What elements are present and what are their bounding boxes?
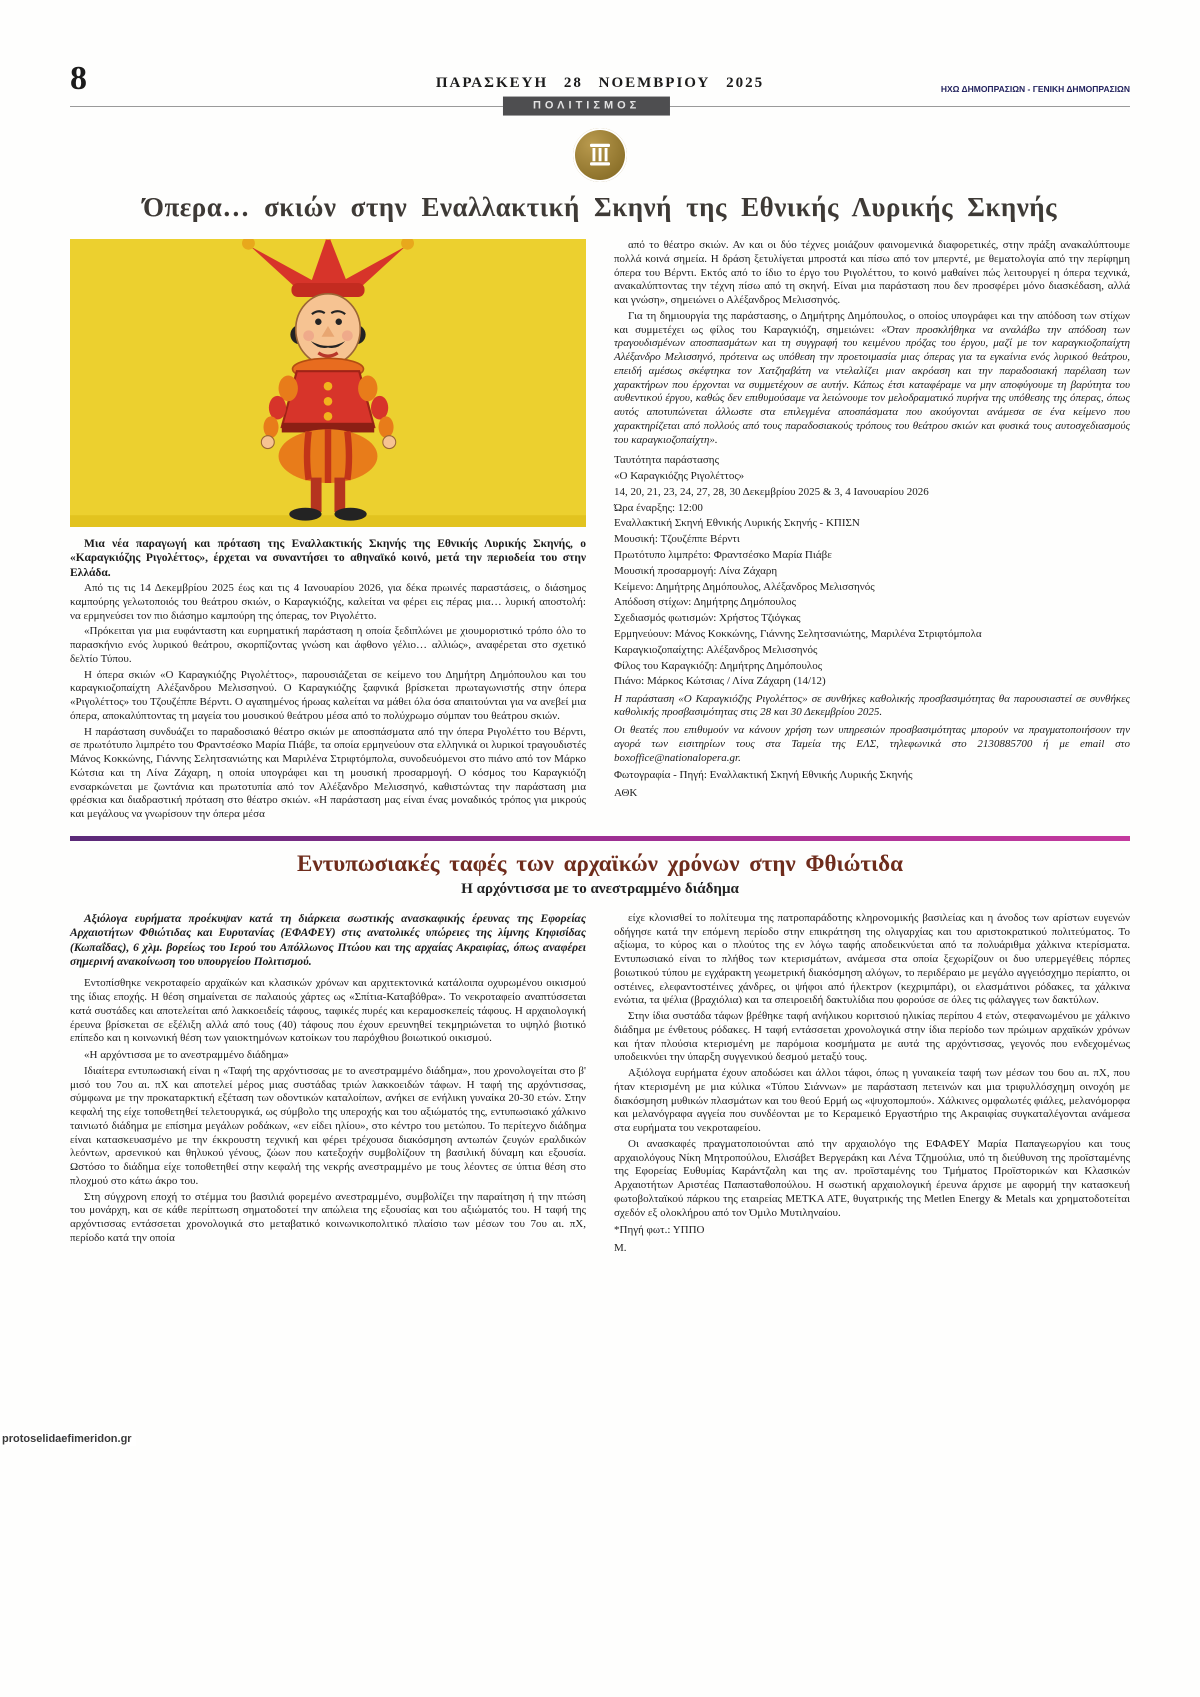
newspaper-page bbox=[70, 0, 1130, 1258]
credits-title: Ταυτότητα παράστασης bbox=[614, 454, 719, 467]
article1-headline: Όπερα… σκιών στην Εναλλακτική Σκηνή της Εθνικής Λυρικής Σκηνής bbox=[142, 192, 1058, 222]
credit-line: Μουσική: Τζουζέππε Βέρντι bbox=[614, 533, 740, 546]
section-icon-row bbox=[70, 128, 1130, 182]
article2-headline: Εντυπωσιακές ταφές των αρχαϊκών χρόνων στην Φθιώτιδα bbox=[297, 850, 903, 876]
article2-paragraph: Εντοπίσθηκε νεκροταφείο αρχαϊκών και κλασικών χρόνων και αρχιτεκτονικά κατάλοιπα οχυρωμένου οικισμού της ίδιας εποχής. Η θέση σημαίνεται σε παλαιούς χάρτες ως «Σπίτια-Καταβόθρα». Το νεκροταφείο αναπτύσσεται κατά συστάδες και αποτελείται από λακκοειδείς τάφους, ταφικές πυρές και κεραμοσκεπείς τάφους. Η αρχαιολογική έρευνα βρίσκεται σε εξέλιξη αλλά από τους (40) τάφους που έχουν ερευνηθεί τεκμηριώνεται το υψηλό βιοτικό επίπεδο και η κοινωνική θέση των γαιοκτημόνων κατοίκων του παρόχθιου βοιωτικού οικισμού. bbox=[70, 977, 586, 1045]
article1-paragraph: Από τις τις 14 Δεκεμβρίου 2025 έως και τις 4 Ιανουαρίου 2026, για δέκα πρωινές παραστάσεις, ο διάσημος καμπούρης γελωτοποιός του θεάτρου σκιών, ο Καραγκιόζης, καλείται να φέρει εις πέρας μια… λυρική αποστολή: να ερμηνεύσει τον πιο διάσημο καμπούρη της όπερας, τον Ριγολέττο. bbox=[70, 582, 586, 622]
article1-left-column bbox=[70, 239, 586, 824]
article2-body bbox=[70, 912, 1130, 1258]
photo-source: *Πηγή φωτ.: ΥΠΠΟ bbox=[614, 1224, 705, 1237]
accessibility-note: Η παράσταση «Ο Καραγκιόζης Ριγολέττος» σε συνθήκες καθολικής προσβασιμότητας θα παρουσιαστεί σε συνθήκες καθολικής προσβασιμότητας στις 28 και 30 Δεκεμβρίου 2025. bbox=[614, 692, 1130, 719]
article1-paragraph: από το θέατρο σκιών. Αν και οι δύο τέχνες μοιάζουν φαινομενικά διαφορετικές, στην πράξη ανακαλύπτουμε πολλά κοινά σημεία. Η δράση ξετυλίγεται μπροστά και πίσω από τον μπερντέ, με θεματολογία από την περίφημη όπερα του Βέρντι. Εκτός από το ίδιο το έργο του Ριγολέττου, το κοινό μαθαίνει πώς λειτουργεί η όπερα τεχνικά, ανακαλύπτοντας την τέχνη πίσω από τη σκηνή. Είναι μια παράσταση που δεν προσφέρει μόνο διασκέδαση, αλλά και γνώση», σημειώνει ο Αλέξανδρος Μελισσηνός. bbox=[614, 239, 1130, 306]
quote-text: «Όταν προσκλήθηκα να αναλάβω την απόδοση των τραγουδισμένων αποσπασμάτων και τη συγγραφή του κειμένου πρόζας του έργου, μαζί με τον καραγκιοζοπαίχτη Αλέξανδρο Μελισσηνό, πρότεινα ως υπόθεση την προετοιμασία μιας όπερας για τα εγκαίνια ενός λυρικού θεάτρου, επειδή αμέσως σκέφτηκα τον Χατζηαβάτη να ντελαλίζει μιαν ακρόαση και την παραδοσιακή παρέλαση των χαρακτήρων που έρχονται να συμμετέχουν σε αυτήν. Κάπως έτσι καταφέραμε να μην αποφύγουμε τη βαρύτητα του αυθεντικού έργου, καθώς δεν επιθυμούσαμε να λειώνουμε τον μελοδραματικό πυρήνα της υπόθεσης της όπερας, όπως αυτός αποτυπώνεται άλλωστε στα επιλεγμένα αποσπάσματα που ακούγονται ανάμεσα σε ένα κείμενο που χαρακτηρίζεται από πολλούς από τους παραδοσιακούς τρόπους του θεάτρου σκιών και φυσικά τους αυτοσχεδιασμούς του καραγκιοζοπαίχτη». bbox=[614, 323, 1131, 446]
credit-line: Κείμενο: Δημήτρης Δημόπουλος, Αλέξανδρος Μελισσηνός bbox=[614, 580, 875, 593]
article1-paragraph: Η παράσταση συνδυάζει το παραδοσιακό θέατρο σκιών με αποσπάσματα από την όπερα Ριγολέττο του Βέρντι, σε πρωτότυπο λιμπρέτο του Φραντσέσκο Μαρία Πιάβε, τα οποία ερμηνεύουν στα ελληνικά οι λυρικοί τραγουδιστές Μάνος Κοκκώνης, Γιάννης Σελητσανιώτης και Μαριλένα Στριφτόμπολα, συνοδευόμενοι στο πιάνο από τον Μάρκο Κώτσια και τη Λίνα Ζάχαρη, η οποία υπογράφει και τη μουσική προσαρμογή. Ο κόσμος του Καραγκιόζη ενσαρκώνεται με ζωντάνια και πρωτοτυπία από τον Αλέξανδρο Μελισσηνό, καθιστώντας την παράσταση μια φρέσκια και διαδραστική πρόταση στο θέατρο σκιών. «Η παράσταση μας είναι ένας μοναδικός τρόπος για μικρούς και μεγάλους να γνωρίσουν την όπερα μέσα bbox=[70, 725, 586, 821]
performance-credits bbox=[614, 453, 1130, 688]
credit-line: Ώρα έναρξης: 12:00 bbox=[614, 501, 703, 514]
photo-credit: Φωτογραφία - Πηγή: Εναλλακτική Σκηνή Εθνικής Λυρικής Σκηνής bbox=[614, 769, 913, 782]
article1-right-column bbox=[614, 239, 1130, 824]
section-divider bbox=[70, 836, 1130, 841]
article1-body bbox=[70, 239, 1130, 824]
page-number: 8 bbox=[70, 60, 87, 97]
masthead-title: ΗΧΩ ΔΗΜΟΠΡΑΣΙΩΝ - ΓΕΝΙΚΗ ΔΗΜΟΠΡΑΣΙΩΝ bbox=[940, 83, 1130, 94]
credit-line: Πρωτότυπο λιμπρέτο: Φραντσέσκο Μαρία Πιάβε bbox=[614, 549, 832, 562]
article2-paragraph: Αξιόλογα ευρήματα έχουν αποδώσει και άλλοι τάφοι, όπως η γυναικεία ταφή των μέσων του 6ου αι. πΧ, που ήταν κτερισμένη με μια κύλικα «Τύπου Σιάννων» με παράσταση πετεινών και μια τριφυλλόσχημη οινοχόη με διακόσμηση μυθικών πλασμάτων και του θεού Ερμή ως «ψυχοπομπού». Χάλκινες ομφαλωτές φιάλες, μελανόμορφα και μελανόγραφα αγγεία που συνδέονται με το Κεραμεικό Εργαστήριο της Ακραιφίας συγκαταλέγονται ανάμεσα στα ευρήματα του νεκροταφείου. bbox=[614, 1067, 1130, 1135]
article1-paragraph: «Πρόκειται για μια ευφάνταστη και ευρηματική παράσταση η οποία ξεδιπλώνει με χιουμοριστικό τρόπο όλο το παρασκήνιο ενός λυρικού θεάτρου, σκορπίζοντας γνώση και άφθονο γέλιο… αλλιώς», αναφέρεται στο σχετικό δελτίο Τύπου. bbox=[70, 625, 586, 665]
credit-line: Απόδοση στίχων: Δημήτρης Δημόπουλος bbox=[614, 596, 797, 609]
credit-line: Εναλλακτική Σκηνή Εθνικής Λυρικής Σκηνής - ΚΠΙΣΝ bbox=[614, 517, 860, 530]
author-sign: Μ. bbox=[614, 1242, 627, 1255]
watermark-protoselida: protoselidaefimeridon.gr bbox=[0, 1432, 136, 1446]
article2-inline-subhead: «Η αρχόντισσα με το ανεστραμμένο διάδημα» bbox=[84, 1049, 289, 1062]
credit-line: Μουσική προσαρμογή: Λίνα Ζάχαρη bbox=[614, 564, 778, 577]
credit-line: Καραγκιοζοπαίχτης: Αλέξανδρος Μελισσηνός bbox=[614, 643, 818, 656]
tickets-note: Οι θεατές που επιθυμούν να κάνουν χρήση των υπηρεσιών προσβασιμότητας μπορούν να πραγματοποιήσουν την αγορά των εισιτηρίων τους στα Ταμεία της ΕΛΣ, τηλεφωνικά στο 2130885700 ή με email στο boxoffice@nationalopera.gr. bbox=[614, 724, 1130, 764]
article1-paragraph: Η όπερα σκιών «Ο Καραγκιόζης Ριγολέττος», παρουσιάζεται σε κείμενο του Δημήτρη Δημόπουλου και του καραγκιοζοπαίχτη Αλέξανδρου Μελισσηνού. Ο Καραγκιόζης ξαφνικά βρίσκεται πρωταγωνιστής στην όπερα «Ριγολέττος» του Τζουζέππε Βέρντι. Ο αγαπημένος ήρωας καλείται να μάθει όλα όσα απαιτούνται για να ανεβεί μια όπερα, αποκαλύπτοντας τη μαγεία του μουσικού θεάτρου μέσα από το πολύχρωμο σύμπαν του θεάτρου σκιών. bbox=[70, 668, 586, 722]
article2-right-column bbox=[614, 912, 1130, 1258]
article1-lead: Μια νέα παραγωγή και πρόταση της Εναλλακτικής Σκηνής της Εθνικής Λυρικής Σκηνής, ο «Καραγκιόζης Ριγολέττος», έρχεται να συναντήσει το αθηναϊκό κοινό, μετά την περιοδεία του στην Ελλάδα. bbox=[70, 538, 586, 579]
article1-image-karagiozis-rigoletto bbox=[70, 239, 586, 527]
article2-left-column bbox=[70, 912, 586, 1258]
credit-line: «Ο Καραγκιόζης Ριγολέττος» bbox=[614, 470, 745, 483]
section-strip bbox=[70, 99, 1130, 120]
byline: ΑΘΚ bbox=[614, 787, 638, 800]
credit-line: Πιάνο: Μάρκος Κώτσιας / Λίνα Ζάχαρη (14/12) bbox=[614, 675, 826, 688]
article2-paragraph: Ιδιαίτερα εντυπωσιακή είναι η «Ταφή της αρχόντισσας με το ανεστραμμένο διάδημα», που χρονολογείται στο β' μισό του 7ου αι. πΧ και αποτελεί μέρος μιας συστάδας τριών λακκοειδών τάφων. Η ταφή της αρχόντισσας, σύμφωνα με την προκαταρκτική εξέταση των οδοντικών καταλοίπων, ανήκει σε ενήλικη γυναίκα 20-30 ετών. Στην κεφαλή της είχε τοποθετηθεί τελετουργικά, ως σύμβολο της υπεροχής και του αξιώματός της, εντυπωσιακό χάλκινο ταινιωτό διάδημα με επίσημα μεγάλων ροδάκων, «εν είδει ηλίου», στο κέντρο του μετώπου. Το περίτεχνο διάδημα είναι κατασκευασμένο με την έκκρουστη τεχνική και φέρει τρέχουσα διακόσμηση αντωπών ζευγών εραλδικών λεόντων, αρσενικού και θηλυκού γένους, ζώων που κατεξοχήν συμβολίζουν τη βασιλική δύναμη και εξουσία. Ωστόσο το διάδημα είχε τοποθετηθεί στην κεφαλή της νεκρής ανεστραμμένο με τους λέοντες σε ύπτια θέση στο πλοχμού στο κάτω άκρο του. bbox=[70, 1064, 586, 1187]
article2-subhead: Η αρχόντισσα με το ανεστραμμένο διάδημα bbox=[461, 880, 739, 897]
article2-paragraph: Στην ίδια συστάδα τάφων βρέθηκε ταφή ανήλικου κοριτσιού ηλικίας περίπου 4 ετών, στεφανωμένου με χάλκινο διάδημα με ένθετους ρόδακες. Η ταφή εντάσσεται χρονολογικά στην ίδια περίοδο των πρώιμων αρχαϊκών χρόνων και ήταν πλούσια κτερισμένη με παρόμοια κοσμήματα με αυτά της αρχόντισσας, γεγονός που ενδεχομένως υποδεικνύει την ύπαρξη συγγενικού δεσμού μεταξύ τους. bbox=[614, 1010, 1130, 1064]
credit-line: Σχεδιασμός φωτισμών: Χρήστος Τζιόγκας bbox=[614, 612, 801, 625]
page-date: ΠΑΡΑΣΚΕΥΗ 28 ΝΟΕΜΒΡΙΟΥ 2025 bbox=[435, 75, 765, 91]
credit-line: 14, 20, 21, 23, 24, 27, 28, 30 Δεκεμβρίου 2025 & 3, 4 Ιανουαρίου 2026 bbox=[614, 485, 929, 498]
section-label: ΠΟΛΙΤΙΣΜΟΣ bbox=[503, 97, 670, 116]
page-header bbox=[70, 62, 1130, 96]
credit-line: Φίλος του Καραγκιόζη: Δημήτρης Δημόπουλος bbox=[614, 659, 823, 672]
article2-paragraph: Οι ανασκαφές πραγματοποιούνται από την αρχαιολόγο της ΕΦΑΦΕΥ Μαρία Παπαγεωργίου και τους αρχαιολόγους Νίκη Μητροπούλου, Ελισάβετ Βεργεράκη και Λένα Τζημούλια, υπό τη διεύθυνση της προϊσταμένης της Εφορείας Ευθυμίας Καράντζαλη και της αν. προϊσταμένης του Τμήματος Προϊστορικών και Κλασικών Αρχαιοτήτων Αριστέας Παπασταθοπούλου. Η σωστική αρχαιολογική έρευνα άρχισε με αφορμή την κατασκευή φωτοβολταϊκού πάρκου της εταιρείας ΜΕΤΚΑ ΑΤΕ, θυγατρικής της Metlen Energy & Metals και χρηματοδοτείται σχεδόν εξ ολοκλήρου από τον Όμιλο Μυτιληναίου. bbox=[614, 1137, 1130, 1219]
credit-line: Ερμηνεύουν: Μάνος Κοκκώνης, Γιάννης Σελητσανιώτης, Μαριλένα Στριφτόμπολα bbox=[614, 628, 982, 641]
article2-lead: Αξιόλογα ευρήματα προέκυψαν κατά τη διάρκεια σωστικής ανασκαφικής έρευνας της Εφορείας Αρχαιοτήτων Φθιώτιδας και Ευρυτανίας (ΕΦΑΦΕΥ) στις ανατολικές υπώρειες της λίμνης Κηφισίδας (Κωπαΐδας), 6 χλμ. βορείως του Ιερού του Απόλλωνος Πτώου και της αρχαίας Ακραιφίας, όπως αναφέρει σημερινή ανακοίνωση του υπουργείου Πολιτισμού. bbox=[70, 912, 586, 968]
article2-paragraph: είχε κλονισθεί το πολίτευμα της πατροπαράδοτης κληρονομικής βασιλείας και η άνοδος των αρίστων ευγενών οδήγησε κατά την επόμενη περίοδο στην επικράτηση της ολιγαρχίας και του αριστοκρατικού πολιτεύματος. Το αξίωμα, το κύρος και ο πλούτος της εν λόγω ταφής αποδεικνύεται από τα πολυάριθμα χάλκινα κτερίσματα. Εντυπωσιακό είναι το πλήθος των κτερισμάτων, ανάμεσα στα οποία ξεχωρίζουν οι δυο υπερμεγέθεις πόρπες βοιωτικού τύπου με εγχάρακτη γεωμετρική διακόσμηση αλόγων, το περιδέραιο με μεγάλο αγγειόσχημο περίαπτο, οι οστέινες, ελεφαντοστέινες χάνδρες, οι ψήφοι από ήλεκτρον (κεχριμπάρι), οι ελασμάτινοι ρόδακες, τα χάλκινα ενώτια, τα ψέλια (βραχιόλια) και τα σπειροειδή δακτυλίδια που φορούσε σε όλες τις φάλαγγες των δακτύλων. bbox=[614, 911, 1130, 1007]
quote-intro: Για τη δημιουργία της παράστασης, ο Δημήτρης Δημόπουλος, ο οποίος υπογράφει και την απόδοση των στίχων και συμμετέχει ως φίλος του Καραγκιόζη, σημειώνει: bbox=[614, 309, 1130, 336]
greek-column-icon bbox=[573, 128, 627, 182]
article2-paragraph: Στη σύγχρονη εποχή το στέμμα του βασιλιά φορεμένο ανεστραμμένο, συμβολίζει την παραίτηση ή την πτώση του μονάρχη, και σε κάθε περίπτωση σηματοδοτεί την απώλεια της εξουσίας και του αξιώματός του. Η ταφή της αρχόντισσας εντάσσεται χρονολογικά στο μεταβατικό κοινωνικοπολιτικό πλαίσιο των μέσων του 7ου αι. πΧ, περίοδο κατά την οποία bbox=[70, 1190, 586, 1244]
article1-quote-paragraph bbox=[614, 310, 1130, 448]
